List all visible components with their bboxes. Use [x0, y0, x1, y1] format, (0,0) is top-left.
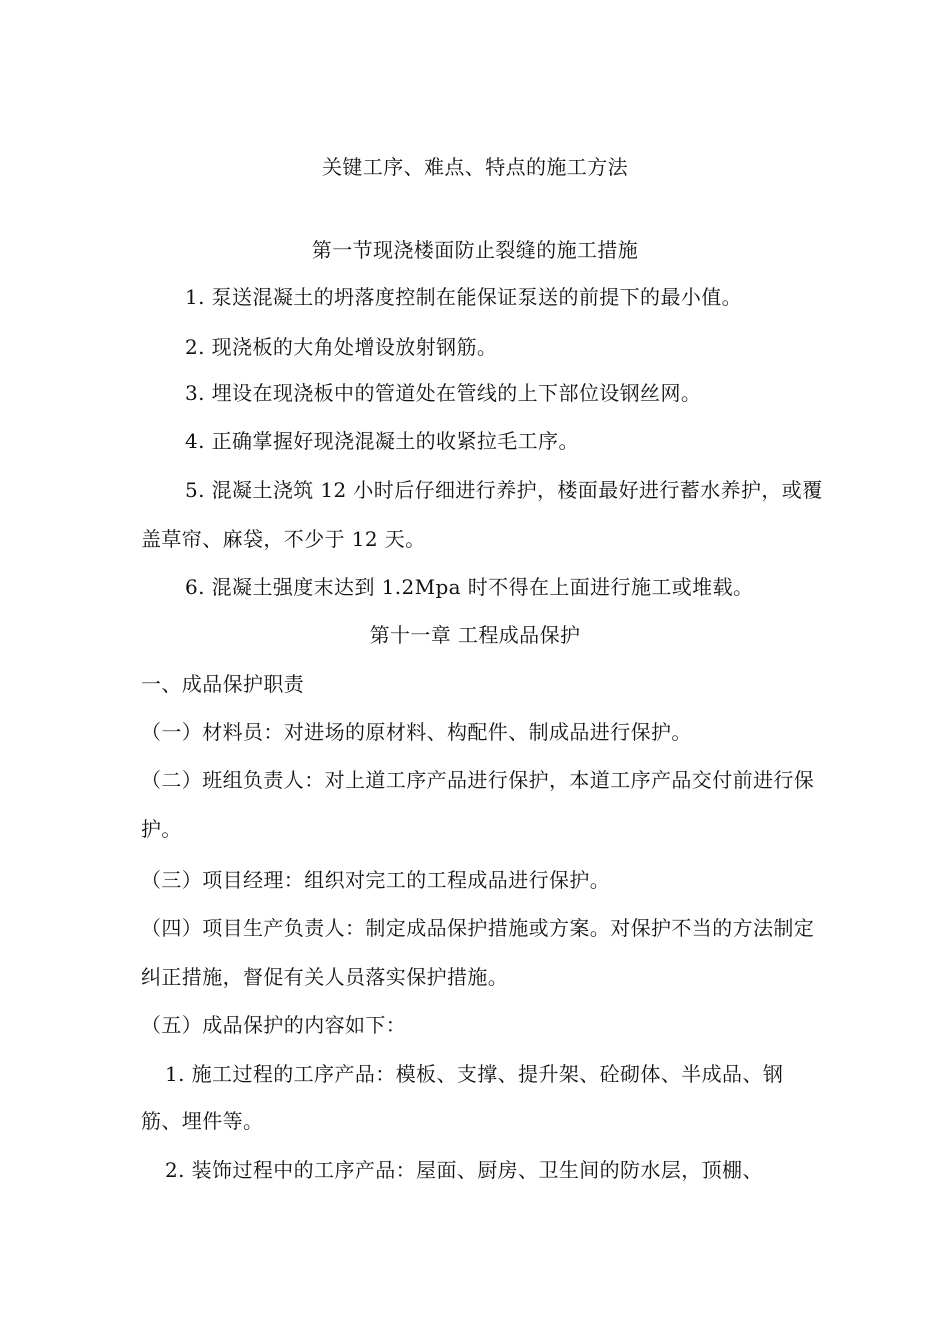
measure-item-3: 3. 埋设在现浇板中的管道处在管线的上下部位设钢丝网。 — [185, 381, 702, 405]
subheading: 一、成品保护职责 — [141, 672, 305, 696]
measure-item-4: 4. 正确掌握好现浇混凝土的收紧拉毛工序。 — [185, 429, 579, 453]
measure-item-5-continued: 盖草帘、麻袋，不少于 12 天。 — [141, 527, 426, 551]
measure-item-5: 5. 混凝土浇筑 12 小时后仔细进行养护，楼面最好进行蓄水养护，或覆 — [185, 478, 823, 502]
duty-item-2: （二）班组负责人：对上道工序产品进行保护，本道工序产品交付前进行保 — [141, 768, 815, 792]
chapter-heading: 第十一章 工程成品保护 — [369, 623, 581, 647]
content-item-2: 2. 装饰过程中的工序产品：屋面、厨房、卫生间的防水层，顶棚、 — [165, 1158, 763, 1182]
content-item-1: 1. 施工过程的工序产品：模板、支撑、提升架、砼砌体、半成品、钢 — [165, 1062, 784, 1086]
duty-item-3: （三）项目经理：组织对完工的工程成品进行保护。 — [141, 868, 611, 892]
duty-item-2-continued: 护。 — [141, 817, 182, 841]
measure-item-6: 6. 混凝土强度末达到 1.2Mpa 时不得在上面进行施工或堆载。 — [185, 575, 754, 599]
section-heading: 第一节现浇楼面防止裂缝的施工措施 — [311, 238, 639, 262]
duty-item-5: （五）成品保护的内容如下： — [141, 1013, 407, 1037]
document-title: 关键工序、难点、特点的施工方法 — [322, 155, 628, 179]
measure-item-2: 2. 现浇板的大角处增设放射钢筋。 — [185, 335, 498, 359]
measure-item-1: 1. 泵送混凝土的坍落度控制在能保证泵送的前提下的最小值。 — [185, 285, 743, 309]
duty-item-1: （一）材料员：对进场的原材料、构配件、制成品进行保护。 — [141, 720, 692, 744]
duty-item-4: （四）项目生产负责人：制定成品保护措施或方案。对保护不当的方法制定 — [141, 916, 815, 940]
duty-item-4-continued: 纠正措施，督促有关人员落实保护措施。 — [141, 965, 509, 989]
content-item-1-continued: 筋、埋件等。 — [141, 1109, 264, 1133]
